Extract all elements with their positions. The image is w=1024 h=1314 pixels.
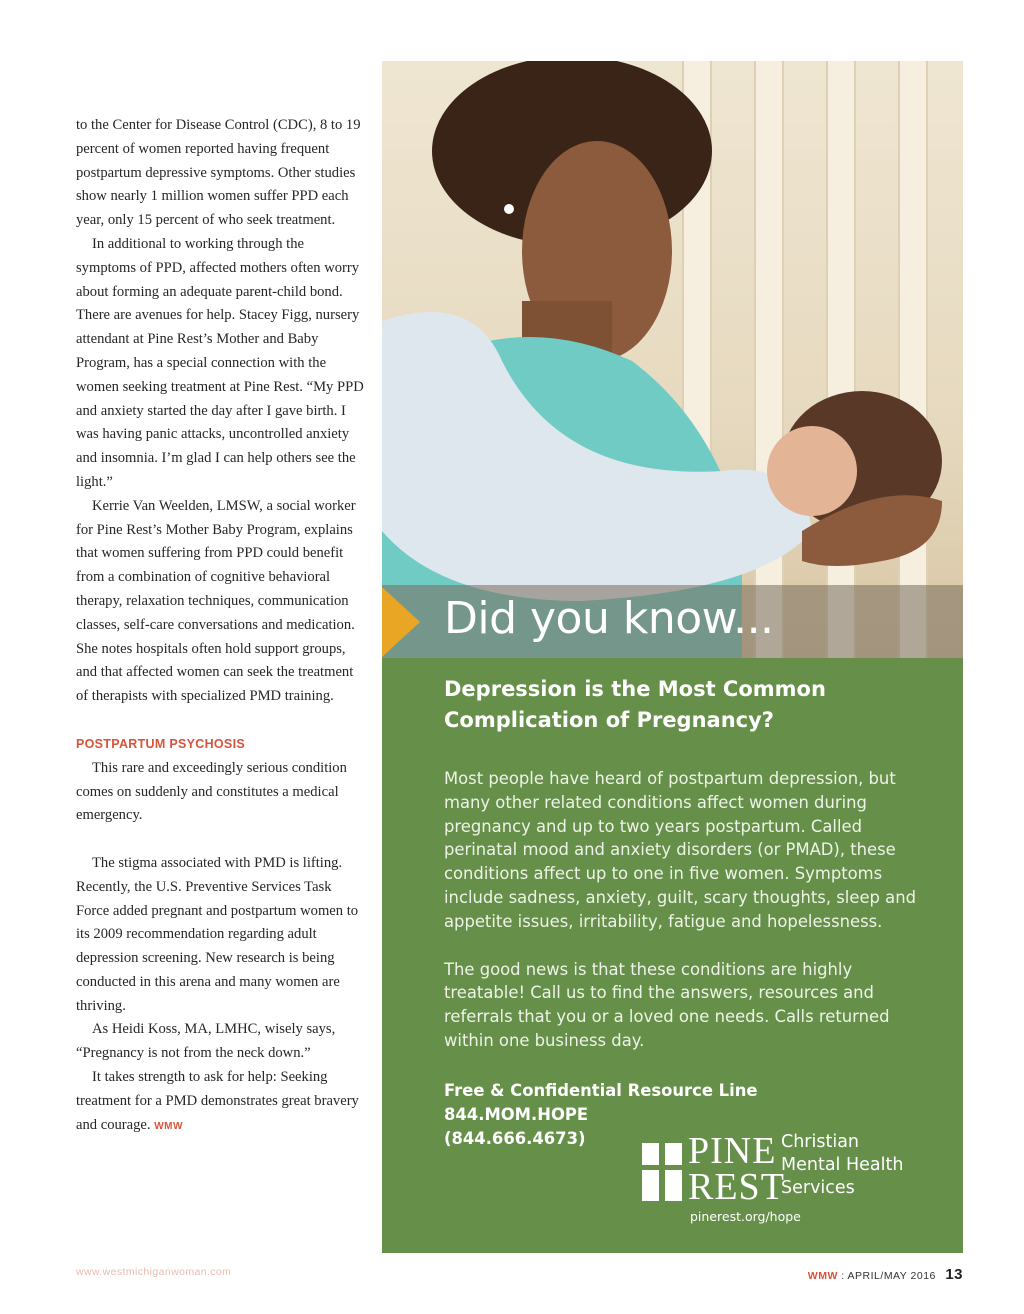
article-paragraph: This rare and exceedingly serious condition comes on suddenly and constitutes a medical emergency. (76, 759, 347, 824)
ad-paragraph: Most people have heard of postpartum depression, but many other related conditions affect women during pregnancy and up to two years postpartum. Called perinatal mood and anxiety disorders (or PMAD), these conditions affect up to one in five women. Symptoms include sadness, anxiety, guilt, scary thoughts, sleep and appetite issues, irritability, fatigue and hopelessness. (444, 769, 916, 931)
closing-sentence: It takes strength to ask for help: Seeking treatment for a PMD demonstrates great bravery and courage. (76, 1069, 359, 1133)
ad-headline-line: Complication of Pregnancy? (444, 708, 774, 732)
footer-site-url[interactable]: www.westmichiganwoman.com (76, 1266, 232, 1278)
ad-headline-line: Depression is the Most Common (444, 677, 826, 701)
end-mark: WMW (154, 1120, 183, 1132)
page-number: 13 (945, 1266, 963, 1283)
pine-rest-cross-icon (642, 1143, 682, 1201)
logo-services-text (781, 1131, 903, 1200)
article-paragraph: Kerrie Van Weelden, LMSW, a social worker for Pine Rest’s Mother Baby Program, explains that women suffering from PPD could benefit from a combination of cognitive behavioral therapy, relaxation techniques, communication classes, self-care conversations and medication. She notes hospitals often hold support groups, and that affected women can seek the treatment of therapists with specialized PMD training. (76, 497, 356, 705)
logo-pine-text: PINE (688, 1130, 777, 1172)
banner-arrow-icon (382, 587, 420, 657)
phone-number: (844.666.4673) (444, 1128, 586, 1148)
logo-word: Christian (781, 1132, 860, 1152)
logo-word: Services (781, 1178, 855, 1198)
footer-issue: : APRIL/MAY 2016 (841, 1270, 936, 1282)
footer-folio (808, 1266, 963, 1283)
pine-rest-logo (642, 1130, 942, 1239)
article-paragraph: In additional to working through the symptoms of PPD, affected mothers often worry about forming an adequate parent-child bond. There are avenues for help. Stacey Figg, nursery attendant at Pine Rest’s Mother and Baby Program, has a special connection with the women seeking treatment at Pine Rest. “My PPD and anxiety started the day after I gave birth. I was having panic attacks, uncontrolled anxiety and insomnia. I’m glad I can help others see the light.” (76, 235, 364, 490)
mother-baby-photo (382, 61, 963, 658)
section-heading: POSTPARTUM PSYCHOSIS (76, 736, 245, 751)
logo-word: Mental Health (781, 1155, 904, 1175)
resource-line-label: Free & Confidential Resource Line (444, 1080, 758, 1100)
ad-headline (444, 674, 924, 736)
ad-paragraph: The good news is that these conditions are highly treatable! Call us to find the answers, resources and referrals that you or a loved one needs. Calls returned within one business day. (444, 959, 890, 1050)
article-paragraph: As Heidi Koss, MA, LMHC, wisely says, “Pregnancy is not from the neck down.” (76, 1021, 336, 1062)
phone-mnemonic: 844.MOM.HOPE (444, 1104, 589, 1124)
logo-rest-text: REST (688, 1166, 785, 1208)
article-paragraph (76, 1066, 366, 1138)
article-column (76, 114, 366, 1138)
footer-brand: WMW (807, 1270, 838, 1282)
article-paragraph: The stigma associated with PMD is lifting. Recently, the U.S. Preventive Services Task Force added pregnant and postpartum women to its 2009 recommendation regarding adult depression screening. New research is being conducted in this arena and many women are thriving. (76, 854, 359, 1014)
logo-url[interactable]: pinerest.org/hope (690, 1209, 801, 1224)
mother-baby-illustration (382, 61, 963, 658)
banner-title: Did you know... (444, 593, 774, 644)
pine-rest-advertisement (382, 61, 963, 1253)
ad-body (444, 674, 924, 1151)
article-paragraph: to the Center for Disease Control (CDC), 8 to 19 percent of women reported having frequent postpartum depressive symptoms. Other studies show nearly 1 million women suffer PPD each year, only 15 percent of who seek treatment. (76, 117, 361, 229)
